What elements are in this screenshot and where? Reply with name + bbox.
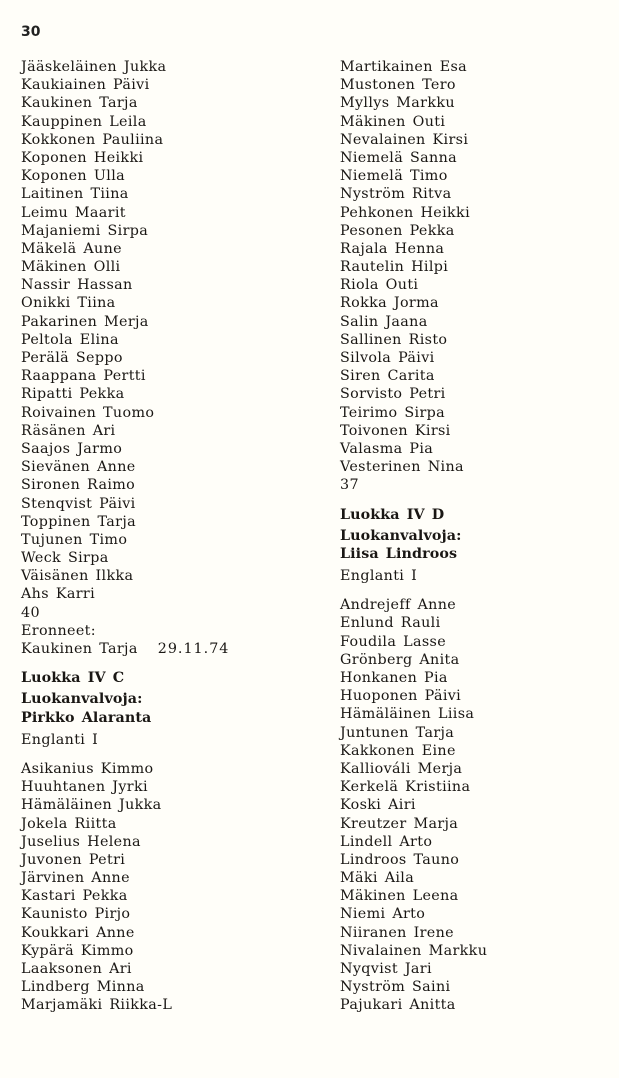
student-name: Andrejeff Anne	[340, 597, 457, 614]
student-name: Riola Outi	[340, 277, 419, 294]
student-name: Huoponen Päivi	[340, 688, 462, 705]
student-name: Kreutzer Marja	[340, 815, 459, 832]
student-name: Pakarinen Merja	[21, 313, 149, 330]
student-name: Laaksonen Ari	[21, 961, 132, 977]
student-name: Huuhtanen Jyrki	[21, 779, 148, 796]
student-name: Kerkelä Kristiina	[340, 779, 471, 796]
supervisor-name: Liisa Lindroos	[340, 545, 458, 562]
student-name: Jääskeläinen Jukka	[21, 59, 167, 75]
student-name: Mäkinen Outi	[340, 113, 446, 130]
student-name: Koukkari Anne	[21, 924, 135, 941]
language-label: Englanti I	[21, 731, 99, 748]
student-name: Saajos Jarmo	[21, 440, 123, 457]
student-name: Mustonen Tero	[340, 77, 456, 94]
student-name: Salin Jaana	[340, 313, 428, 330]
student-name: Grönberg Anita	[340, 651, 460, 668]
student-name: Kypärä Kimmo	[21, 942, 134, 959]
student-name: Nyström Saini	[340, 979, 451, 996]
student-name: Juvonen Petri	[21, 851, 126, 868]
student-list-top-left	[21, 58, 321, 604]
student-name: Juselius Helena	[21, 833, 141, 850]
student-name: Teirimo Sirpa	[340, 404, 446, 421]
student-name: Kaukiainen Päivi	[21, 77, 150, 94]
student-name: Järvinen Anne	[21, 870, 130, 887]
student-name: Foudila Lasse	[340, 633, 447, 650]
student-name: Roivainen Tuomo	[21, 404, 155, 421]
student-name: Majaniemi Sirpa	[21, 222, 149, 239]
student-name: Mäki Aila	[340, 870, 415, 887]
student-name: Pajukari Anitta	[340, 997, 456, 1014]
student-name: Kalliováli Merja	[340, 760, 463, 777]
student-name: Lindberg Minna	[21, 979, 145, 996]
language-label: Englanti I	[340, 568, 418, 585]
student-name: Honkanen Pia	[340, 670, 448, 686]
supervisor-name: Pirkko Alaranta	[21, 709, 152, 726]
student-name: Martikainen Esa	[340, 59, 468, 75]
student-name: Myllys Markku	[340, 95, 455, 112]
student-name: Lindroos Tauno	[340, 851, 460, 868]
student-name: Valasma Pia	[340, 440, 434, 457]
student-name: Nyström Ritva	[340, 186, 452, 203]
student-name: Toivonen Kirsi	[340, 422, 451, 439]
right-column	[340, 58, 610, 1015]
student-name: Niiranen Irene	[340, 924, 454, 941]
student-name: Stenqvist Päivi	[21, 495, 136, 512]
student-name: Nyqvist Jari	[340, 961, 432, 977]
page-number: 30	[21, 24, 41, 40]
student-name: Laitinen Tiina	[21, 186, 129, 203]
student-name: Perälä Seppo	[21, 350, 123, 366]
student-name: Hämäläinen Liisa	[340, 706, 475, 723]
student-name: Raappana Pertti	[21, 368, 146, 385]
student-name: Lindell Arto	[340, 833, 433, 850]
student-list-top-right	[340, 58, 610, 476]
left-column	[21, 58, 321, 1015]
student-name: Rajala Henna	[340, 240, 445, 257]
student-name: Sorvisto Petri	[340, 386, 446, 403]
supervisor-label: Luokanvalvoja:	[340, 527, 462, 544]
student-name: Niemelä Timo	[340, 168, 448, 185]
student-name: Mäkelä Aune	[21, 240, 122, 257]
student-name: Pesonen Pekka	[340, 222, 455, 239]
student-name: Rokka Jorma	[340, 295, 439, 312]
student-name: Niemelä Sanna	[340, 149, 458, 166]
student-name: Weck Sirpa	[21, 550, 109, 567]
student-name: Sievänen Anne	[21, 459, 136, 476]
student-name: Kastari Pekka	[21, 888, 128, 905]
student-name: Ripatti Pekka	[21, 386, 125, 403]
student-name: Niemi Arto	[340, 906, 426, 923]
student-name: Ahs Karri	[21, 586, 96, 603]
student-name: Kaunisto Pirjo	[21, 906, 131, 923]
resigned-name: Kaukinen Tarja	[21, 641, 138, 657]
student-name: Sallinen Risto	[340, 331, 448, 348]
class-title: Luokka IV D	[340, 506, 445, 523]
student-name: Hämäläinen Jukka	[21, 797, 162, 814]
student-count: 40	[21, 604, 40, 621]
student-list-class-c	[21, 760, 321, 1015]
student-name: Juntunen Tarja	[340, 724, 455, 741]
student-name: Nevalainen Kirsi	[340, 131, 469, 148]
student-name: Räsänen Ari	[21, 422, 116, 439]
supervisor-label: Luokanvalvoja:	[21, 691, 143, 708]
student-name: Mäkinen Leena	[340, 888, 459, 905]
student-name: Kokkonen Pauliina	[21, 131, 164, 148]
student-name: Jokela Riitta	[21, 815, 117, 832]
student-name: Leimu Maarit	[21, 204, 126, 221]
student-name: Nivalainen Markku	[340, 942, 488, 959]
student-name: Mäkinen Olli	[21, 259, 121, 276]
student-name: Koski Airi	[340, 797, 416, 814]
student-name: Tujunen Timo	[21, 531, 128, 548]
student-name: Vesterinen Nina	[340, 459, 464, 476]
student-name: Silvola Päivi	[340, 350, 435, 366]
student-name: Pehkonen Heikki	[340, 204, 470, 221]
student-name: Marjamäki Riikka-L	[21, 997, 173, 1014]
student-name: Onikki Tiina	[21, 295, 116, 312]
class-title: Luokka IV C	[21, 670, 125, 687]
student-name: Koponen Ulla	[21, 168, 126, 185]
student-list-class-d	[340, 596, 610, 1014]
student-name: Siren Carita	[340, 368, 435, 385]
student-count: 37	[340, 477, 359, 494]
student-name: Toppinen Tarja	[21, 513, 136, 530]
student-name: Enlund Rauli	[340, 615, 441, 632]
resigned-label: Eronneet:	[21, 622, 96, 639]
student-name: Asikanius Kimmo	[21, 760, 154, 777]
student-name: Peltola Elina	[21, 331, 119, 348]
student-name: Koponen Heikki	[21, 149, 144, 166]
student-name: Nassir Hassan	[21, 277, 133, 294]
student-name: Väisänen Ilkka	[21, 568, 134, 585]
student-name: Kaukinen Tarja	[21, 95, 138, 112]
student-name: Kakkonen Eine	[340, 742, 456, 759]
resigned-entry	[21, 640, 321, 658]
student-name: Rautelin Hilpi	[340, 259, 449, 276]
student-name: Kauppinen Leila	[21, 113, 147, 130]
resigned-date: 29.11.74	[157, 641, 230, 657]
student-name: Sironen Raimo	[21, 477, 136, 494]
